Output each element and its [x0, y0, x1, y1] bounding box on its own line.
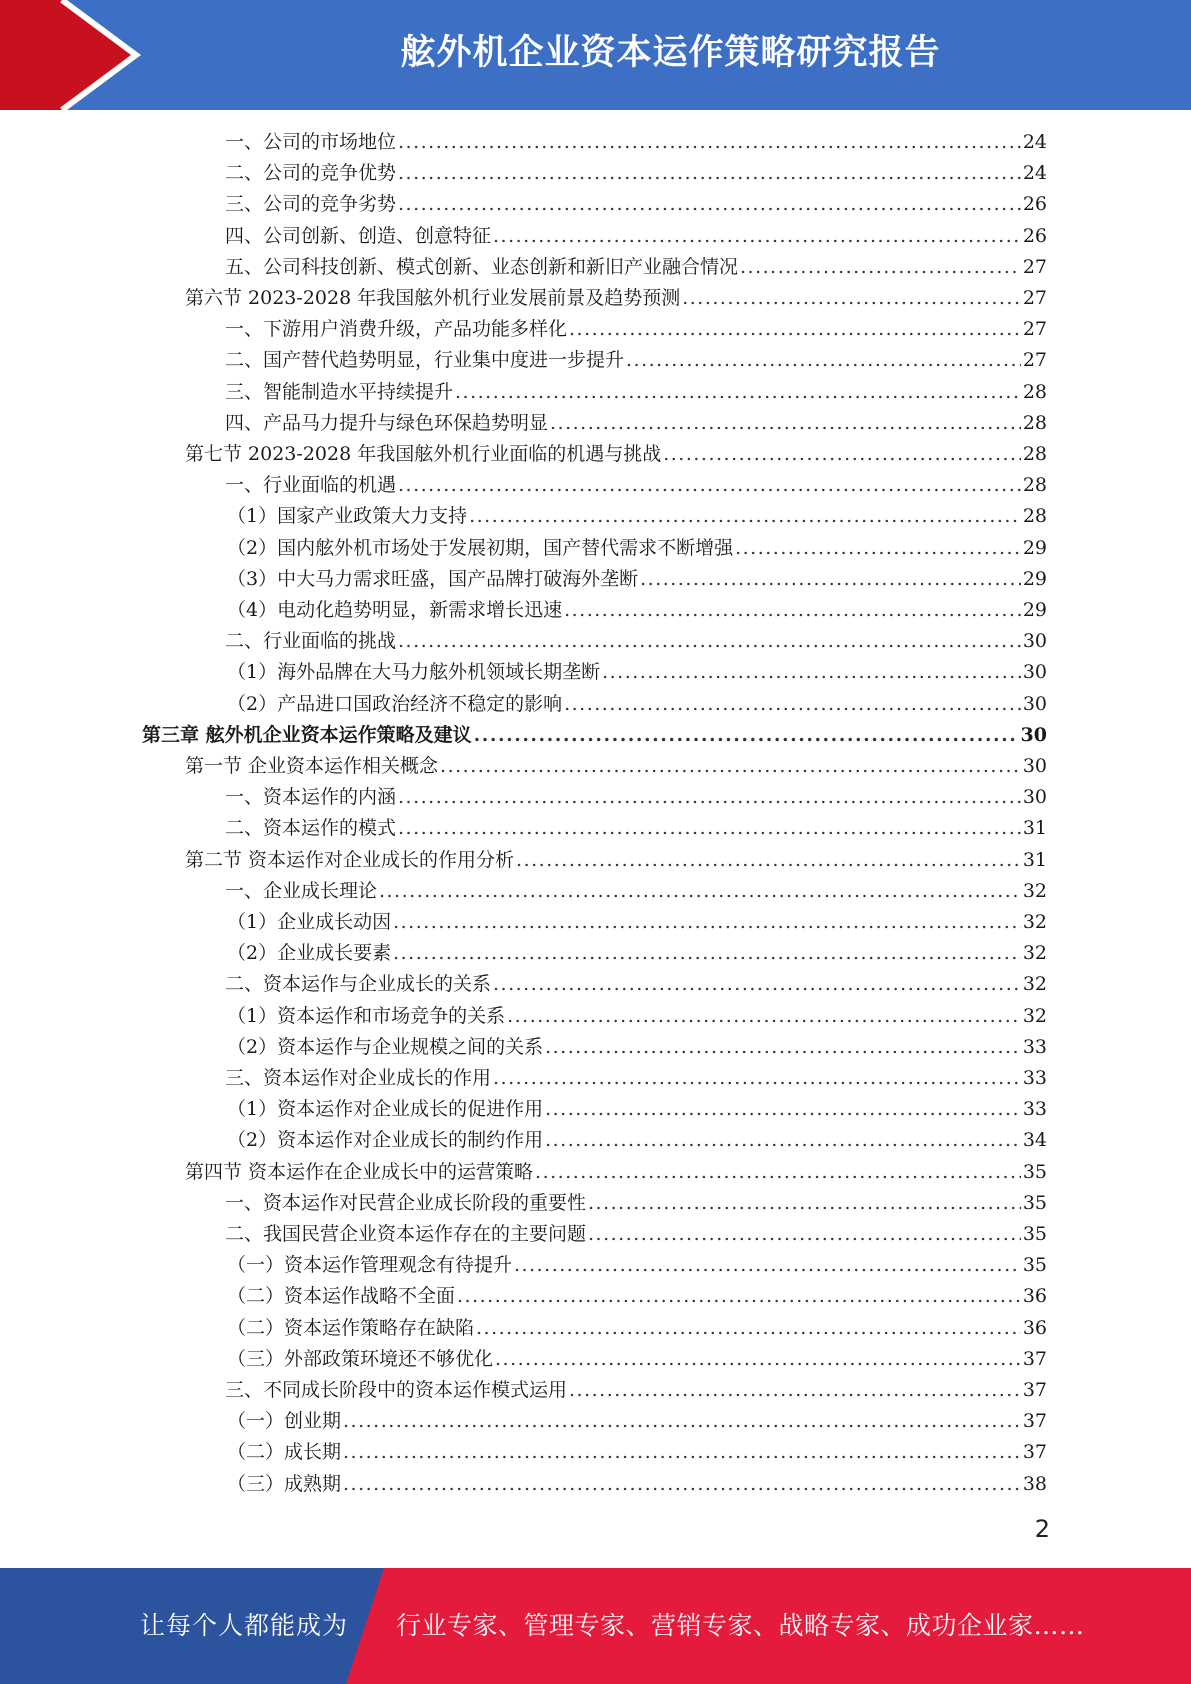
toc-entry-sub[interactable] — [0, 1344, 1191, 1375]
toc-entry-label: 二、资本运作与企业成长的关系 — [225, 973, 492, 996]
toc-entry-row — [225, 377, 1047, 408]
toc-dot-leader — [514, 1250, 1021, 1281]
toc-entry-label: 一、企业成长理论 — [225, 879, 378, 902]
toc-entry-chapter[interactable] — [0, 720, 1191, 751]
toc-entry-page: 31 — [1022, 817, 1047, 840]
toc-dot-leader — [493, 221, 1021, 252]
toc-entry-page: 30 — [1022, 786, 1047, 809]
toc-entry-page: 30 — [1022, 661, 1047, 684]
toc-entry-row — [142, 720, 1047, 751]
toc-entry-page: 36 — [1022, 1316, 1047, 1339]
toc-dot-leader — [455, 377, 1021, 408]
toc-entry-page: 38 — [1022, 1472, 1047, 1495]
toc-entry-label: （三）外部政策环境还不够优化 — [227, 1347, 494, 1370]
toc-entry-label: 二、公司的竞争优势 — [225, 162, 397, 185]
toc-entry-page: 27 — [1022, 349, 1047, 372]
toc-entry-section[interactable] — [0, 845, 1191, 876]
toc-entry-sub[interactable] — [0, 1001, 1191, 1032]
toc-entry-item[interactable] — [0, 626, 1191, 657]
toc-entry-label: 二、资本运作的模式 — [225, 817, 397, 840]
toc-entry-row — [225, 470, 1047, 501]
toc-entry-label: （三）成熟期 — [227, 1472, 342, 1495]
toc-entry-label: 一、下游用户消费升级，产品功能多样化 — [225, 318, 568, 341]
toc-entry-page: 32 — [1022, 879, 1047, 902]
toc-entry-sub[interactable] — [0, 1250, 1191, 1281]
toc-entry-sub[interactable] — [0, 1032, 1191, 1063]
toc-entry-page: 28 — [1022, 380, 1047, 403]
toc-entry-page: 28 — [1022, 505, 1047, 528]
toc-dot-leader — [588, 1219, 1021, 1250]
toc-entry-label: 第七节 2023-2028 年我国舷外机行业面临的机遇与挑战 — [185, 443, 662, 465]
toc-entry-page: 36 — [1022, 1285, 1047, 1308]
toc-dot-leader — [398, 813, 1021, 844]
toc-entry-label: （1）国家产业政策大力支持 — [227, 505, 468, 528]
toc-dot-leader — [457, 1281, 1021, 1312]
toc-dot-leader — [545, 1125, 1021, 1156]
toc-entry-item[interactable] — [0, 813, 1191, 844]
toc-entry-section[interactable] — [0, 283, 1191, 314]
toc-entry-page: 35 — [1022, 1254, 1047, 1277]
toc-dot-leader — [440, 751, 1021, 782]
toc-entry-row — [227, 1281, 1047, 1312]
toc-entry-label: （1）资本运作和市场竞争的关系 — [227, 1004, 506, 1027]
toc-entry-label: （2）资本运作与企业规模之间的关系 — [227, 1035, 544, 1058]
toc-entry-sub[interactable] — [0, 533, 1191, 564]
toc-entry-page: 30 — [1020, 723, 1047, 746]
toc-entry-row — [227, 595, 1047, 626]
toc-entry-row — [225, 189, 1047, 220]
toc-entry-label: 四、公司创新、创造、创意特征 — [225, 224, 492, 247]
toc-entry-page: 28 — [1022, 411, 1047, 434]
toc-entry-row — [227, 657, 1047, 688]
toc-entry-sub[interactable] — [0, 1281, 1191, 1312]
toc-entry-item[interactable] — [0, 189, 1191, 220]
toc-entry-sub[interactable] — [0, 1406, 1191, 1437]
toc-dot-leader — [398, 158, 1021, 189]
toc-entry-row — [185, 1157, 1047, 1188]
toc-entry-page: 37 — [1022, 1347, 1047, 1370]
toc-entry-item[interactable] — [0, 1219, 1191, 1250]
toc-dot-leader — [379, 876, 1021, 907]
toc-entry-page: 30 — [1022, 630, 1047, 653]
toc-entry-page: 32 — [1022, 1004, 1047, 1027]
toc-entry-row — [227, 907, 1047, 938]
toc-entry-row — [225, 408, 1047, 439]
toc-entry-page: 32 — [1022, 973, 1047, 996]
toc-entry-page: 24 — [1022, 131, 1047, 153]
toc-dot-leader — [735, 533, 1021, 564]
toc-entry-page: 29 — [1022, 536, 1047, 559]
toc-dot-leader — [493, 969, 1021, 1000]
toc-entry-row — [227, 1094, 1047, 1125]
toc-entry-page: 26 — [1022, 224, 1047, 247]
toc-dot-leader — [588, 1188, 1021, 1219]
toc-entry-label: （1）资本运作对企业成长的促进作用 — [227, 1098, 544, 1121]
toc-entry-page: 32 — [1022, 942, 1047, 965]
toc-dot-leader — [469, 501, 1021, 532]
toc-entry-item[interactable] — [0, 969, 1191, 1000]
toc-entry-row — [225, 1188, 1047, 1219]
toc-dot-leader — [493, 1063, 1021, 1094]
toc-entry-row — [227, 564, 1047, 595]
footer-banner — [0, 1568, 1191, 1684]
page-number: 2 — [1034, 1515, 1050, 1543]
toc-entry-item[interactable] — [0, 221, 1191, 252]
toc-entry-label: （二）资本运作策略存在缺陷 — [227, 1316, 475, 1339]
toc-entry-row — [227, 1344, 1047, 1375]
toc-entry-item[interactable] — [0, 158, 1191, 189]
toc-entry-page: 27 — [1022, 287, 1047, 309]
toc-entry-row — [225, 345, 1047, 376]
toc-entry-page: 33 — [1022, 1098, 1047, 1121]
toc-entry-row — [227, 1001, 1047, 1032]
toc-dot-leader — [569, 1375, 1021, 1406]
toc-dot-leader — [535, 1157, 1021, 1188]
toc-entry-row — [185, 751, 1047, 782]
toc-entry-item[interactable] — [0, 377, 1191, 408]
toc-entry-label: 一、公司的市场地位 — [225, 131, 397, 153]
toc-entry-row — [225, 158, 1047, 189]
toc-entry-page: 35 — [1022, 1160, 1047, 1183]
toc-entry-section[interactable] — [0, 1157, 1191, 1188]
toc-entry-page: 37 — [1022, 1410, 1047, 1433]
toc-entry-item[interactable] — [0, 1375, 1191, 1406]
toc-entry-row — [225, 221, 1047, 252]
toc-entry-item[interactable] — [0, 470, 1191, 501]
toc-entry-row — [225, 314, 1047, 345]
toc-entry-row — [227, 1313, 1047, 1344]
toc-dot-leader — [740, 252, 1021, 283]
toc-dot-leader — [476, 1313, 1021, 1344]
toc-entry-label: 三、公司的竞争劣势 — [225, 193, 397, 216]
toc-entry-item[interactable] — [0, 1063, 1191, 1094]
toc-entry-page: 31 — [1022, 848, 1047, 871]
toc-dot-leader — [393, 907, 1021, 938]
toc-dot-leader — [626, 345, 1021, 376]
toc-entry-label: （二）资本运作战略不全面 — [227, 1285, 456, 1308]
toc-entry-label: 一、资本运作的内涵 — [225, 786, 397, 809]
toc-dot-leader — [545, 1094, 1021, 1125]
toc-entry-sub[interactable] — [0, 501, 1191, 532]
toc-entry-label: 一、资本运作对民营企业成长阶段的重要性 — [225, 1191, 587, 1214]
toc-entry-label: 三、智能制造水平持续提升 — [225, 380, 454, 403]
toc-entry-label: （一）创业期 — [227, 1410, 342, 1433]
footer-slogan-left: 让每个人都能成为 — [140, 1611, 349, 1640]
toc-entry-section[interactable] — [0, 751, 1191, 782]
toc-dot-leader — [398, 782, 1021, 813]
toc-entry-page: 30 — [1022, 692, 1047, 715]
toc-entry-item[interactable] — [0, 1188, 1191, 1219]
toc-entry-row — [227, 1032, 1047, 1063]
toc-entry-label: 三、资本运作对企业成长的作用 — [225, 1067, 492, 1089]
toc-dot-leader — [343, 1406, 1021, 1437]
toc-entry-label: 二、国产替代趋势明显，行业集中度进一步提升 — [225, 349, 625, 372]
toc-entry-row — [227, 938, 1047, 969]
toc-entry-row — [225, 1375, 1047, 1406]
toc-entry-page: 28 — [1022, 474, 1047, 497]
toc-dot-leader — [495, 1344, 1021, 1375]
report-title: 舷外机企业资本运作策略研究报告 — [400, 33, 941, 73]
toc-entry-row — [185, 283, 1047, 314]
toc-entry-page: 27 — [1022, 255, 1047, 278]
toc-entry-page: 24 — [1022, 162, 1047, 185]
toc-entry-label: 第六节 2023-2028 年我国舷外机行业发展前景及趋势预测 — [185, 287, 681, 309]
toc-entry-label: （2）企业成长要素 — [227, 942, 392, 965]
toc-dot-leader — [545, 1032, 1021, 1063]
toc-entry-page: 33 — [1022, 1067, 1047, 1089]
toc-entry-sub[interactable] — [0, 1125, 1191, 1156]
toc-entry-label: （4）电动化趋势明显，新需求增长迅速 — [227, 599, 563, 621]
toc-entry-sub[interactable] — [0, 1437, 1191, 1468]
toc-entry-item[interactable] — [0, 782, 1191, 813]
toc-entry-row — [185, 845, 1047, 876]
toc-entry-sub[interactable] — [0, 564, 1191, 595]
toc-entry-row — [227, 533, 1047, 564]
toc-dot-leader — [393, 938, 1021, 969]
toc-dot-leader — [474, 720, 1019, 751]
toc-entry-page: 32 — [1022, 911, 1047, 933]
toc-entry-label: 五、公司科技创新、模式创新、业态创新和新旧产业融合情况 — [225, 255, 739, 278]
toc-entry-row — [225, 1063, 1047, 1094]
toc-entry-label: 第四节 资本运作在企业成长中的运营策略 — [185, 1160, 534, 1183]
red-chevron-icon — [0, 0, 160, 110]
toc-entry-row — [227, 689, 1047, 720]
toc-entry-row — [227, 501, 1047, 532]
toc-entry-label: （3）中大马力需求旺盛，国产品牌打破海外垄断 — [227, 567, 639, 590]
toc-dot-leader — [602, 657, 1021, 688]
toc-entry-label: （2）产品进口国政治经济不稳定的影响 — [227, 692, 563, 715]
toc-entry-item[interactable] — [0, 876, 1191, 907]
toc-entry-row — [225, 626, 1047, 657]
toc-entry-page: 29 — [1022, 599, 1047, 621]
toc-entry-page: 30 — [1022, 755, 1047, 777]
toc-entry-label: 二、行业面临的挑战 — [225, 630, 397, 653]
toc-entry-sub[interactable] — [0, 657, 1191, 688]
toc-entry-page: 37 — [1022, 1379, 1047, 1401]
footer-slogan-right: 行业专家、管理专家、营销专家、战略专家、成功企业家…… — [396, 1611, 1085, 1640]
toc-entry-row — [225, 969, 1047, 1000]
toc-dot-leader — [663, 439, 1021, 470]
toc-entry-label: （1）企业成长动因 — [227, 911, 392, 933]
toc-entry-row — [185, 439, 1047, 470]
toc-entry-row — [225, 782, 1047, 813]
toc-entry-page: 26 — [1022, 193, 1047, 216]
toc-entry-label: 四、产品马力提升与绿色环保趋势明显 — [225, 411, 549, 434]
toc-entry-label: （2）资本运作对企业成长的制约作用 — [227, 1129, 544, 1152]
toc-entry-label: （二）成长期 — [227, 1441, 342, 1464]
toc-entry-row — [225, 252, 1047, 283]
toc-entry-page: 37 — [1022, 1441, 1047, 1464]
toc-entry-page: 34 — [1022, 1129, 1047, 1152]
toc-entry-label: 二、我国民营企业资本运作存在的主要问题 — [225, 1223, 587, 1245]
toc-dot-leader — [507, 1001, 1021, 1032]
toc-entry-row — [225, 876, 1047, 907]
toc-entry-row — [225, 127, 1047, 158]
toc-entry-page: 29 — [1022, 567, 1047, 590]
toc-dot-leader — [343, 1469, 1021, 1500]
toc-dot-leader — [398, 127, 1021, 158]
toc-entry-row — [227, 1469, 1047, 1500]
toc-dot-leader — [564, 689, 1021, 720]
toc-entry-item[interactable] — [0, 252, 1191, 283]
toc-entry-label: （一）资本运作管理观念有待提升 — [227, 1254, 513, 1277]
toc-entry-section[interactable] — [0, 439, 1191, 470]
toc-entry-label: 一、行业面临的机遇 — [225, 474, 397, 497]
toc-entry-row — [227, 1250, 1047, 1281]
toc-entry-row — [227, 1437, 1047, 1468]
toc-entry-sub[interactable] — [0, 689, 1191, 720]
toc-entry-row — [227, 1125, 1047, 1156]
toc-dot-leader — [682, 283, 1021, 314]
toc-entry-label: 三、不同成长阶段中的资本运作模式运用 — [225, 1379, 568, 1401]
toc-dot-leader — [569, 314, 1021, 345]
toc-dot-leader — [516, 845, 1021, 876]
toc-dot-leader — [550, 408, 1021, 439]
toc-entry-item[interactable] — [0, 314, 1191, 345]
toc-entry-page: 35 — [1022, 1191, 1047, 1214]
toc-entry-row — [225, 813, 1047, 844]
toc-dot-leader — [398, 470, 1021, 501]
toc-entry-row — [225, 1219, 1047, 1250]
toc-entry-page: 35 — [1022, 1223, 1047, 1245]
toc-dot-leader — [343, 1437, 1021, 1468]
toc-entry-sub[interactable] — [0, 1313, 1191, 1344]
toc-entry-sub[interactable] — [0, 938, 1191, 969]
toc-entry-sub[interactable] — [0, 907, 1191, 938]
toc-entry-label: 第一节 企业资本运作相关概念 — [185, 755, 439, 777]
toc-entry-sub[interactable] — [0, 595, 1191, 626]
toc-entry-label: （2）国内舷外机市场处于发展初期，国产替代需求不断增强 — [227, 536, 734, 559]
toc-entry-label: 第二节 资本运作对企业成长的作用分析 — [185, 848, 515, 871]
toc-entry-sub[interactable] — [0, 1094, 1191, 1125]
toc-entry-page: 27 — [1022, 318, 1047, 341]
toc-entry-item[interactable] — [0, 345, 1191, 376]
toc-entry-page: 33 — [1022, 1035, 1047, 1058]
toc-entry-sub[interactable] — [0, 1469, 1191, 1500]
toc-entry-label: 第三章 舷外机企业资本运作策略及建议 — [142, 723, 472, 746]
toc-entry-page: 28 — [1022, 443, 1047, 465]
toc-entry-label: （1）海外品牌在大马力舷外机领域长期垄断 — [227, 661, 601, 684]
toc-dot-leader — [398, 189, 1021, 220]
toc-dot-leader — [564, 595, 1021, 626]
toc-entry-item[interactable] — [0, 127, 1191, 158]
toc-entry-item[interactable] — [0, 408, 1191, 439]
toc-entry-row — [227, 1406, 1047, 1437]
header-bar — [0, 0, 1191, 110]
toc-dot-leader — [640, 564, 1021, 595]
toc-dot-leader — [398, 626, 1021, 657]
